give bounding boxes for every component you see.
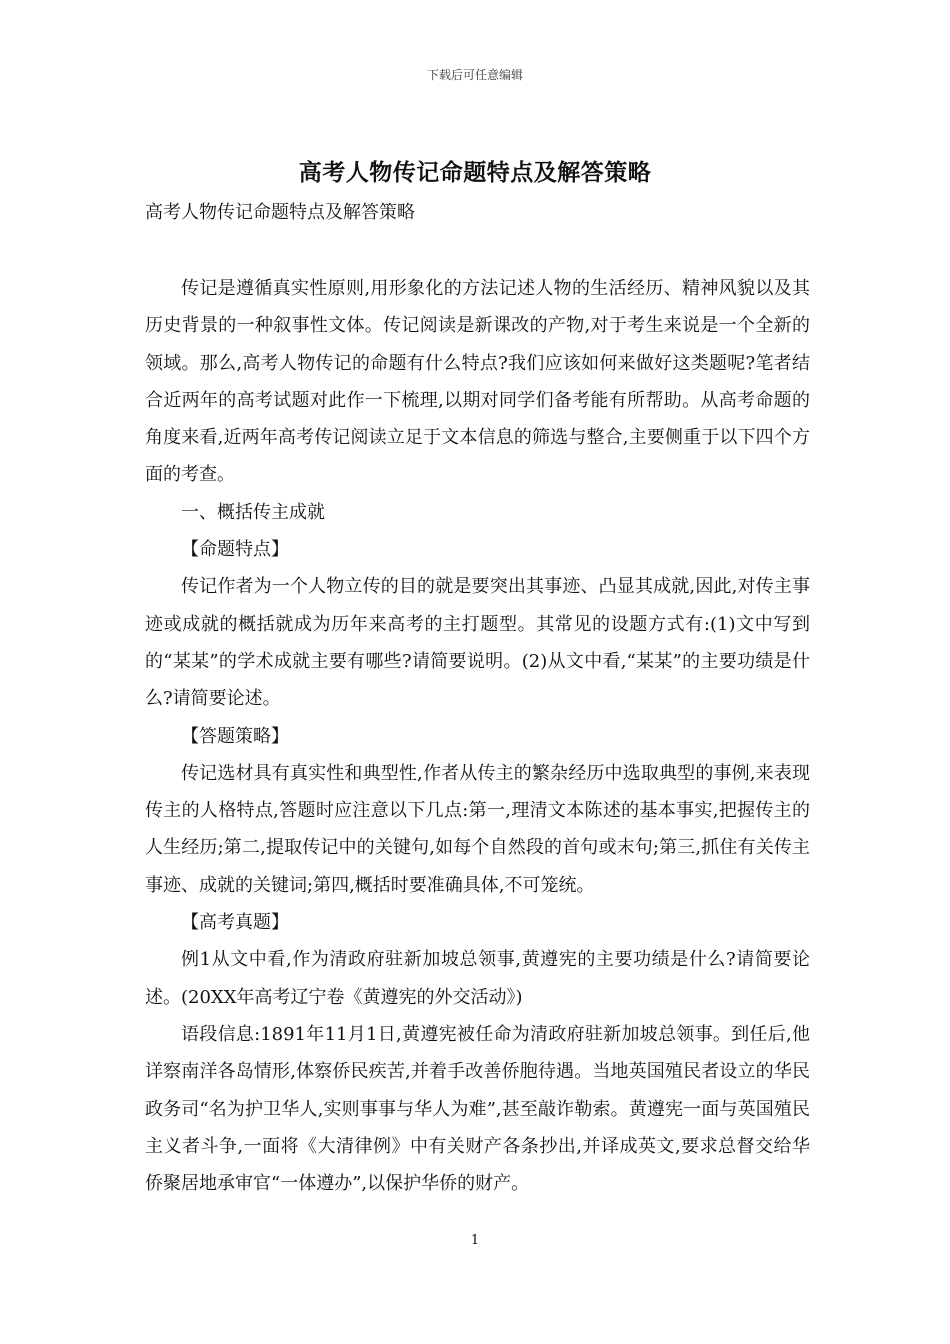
subheading-exam: 【高考真题】 [181,912,289,934]
paragraph-passage: 语段信息:1891年11月1日,黄遵宪被任命为清政府驻新加坡总领事。到任后,他详察南洋各岛情形,体察侨民疾苦,并着手改善侨胞待遇。当地英国殖民者设立的华民政务司“名为护卫华人,实则事事与华人为难”,甚至敲诈勒索。黄遵宪一面与英国殖民主义者斗争,一面将《大清律例》中有关财产各条抄出,并译成英文,要求总督交给华侨聚居地承审官“一体遵办”,以保护华侨的财产。 [145,1023,810,1195]
paragraph-features: 传记作者为一个人物立传的目的就是要突出其事迹、凸显其成就,因此,对传主事迹或成就的概括就成为历年来高考的主打题型。其常见的设题方式有:(1)文中写到的“某某”的学术成就主要有哪些?请简要说明。(2)从文中看,“某某”的主要功绩是什么?请简要论述。 [145,576,810,710]
document-body [145,270,810,1202]
subheading-strategy: 【答题策略】 [181,725,289,747]
section-heading: 一、概括传主成就 [181,501,325,523]
document-subtitle: 高考人物传记命题特点及解答策略 [145,202,415,223]
document-title: 高考人物传记命题特点及解答策略 [298,159,652,186]
page-number: 1 [470,1233,480,1248]
paragraph-strategy: 传记选材具有真实性和典型性,作者从传主的繁杂经历中选取典型的事例,来表现传主的人格特点,答题时应注意以下几点:第一,理清文本陈述的基本事实,把握传主的人生经历;第二,提取传记中的关键句,如每个自然段的首句或末句;第三,抓住有关传主事迹、成就的关键词;第四,概括时要准确具体,不可笼统。 [145,762,810,896]
subheading-features: 【命题特点】 [181,539,289,561]
paragraph-example: 例1从文中看,作为清政府驻新加坡总领事,黄遵宪的主要功绩是什么?请简要论述。(20XX年高考辽宁卷《黄遵宪的外交活动》) [145,949,810,1008]
header-note: 下载后可任意编辑 [426,68,523,82]
paragraph-intro: 传记是遵循真实性原则,用形象化的方法记述人物的生活经历、精神风貌以及其历史背景的一种叙事性文体。传记阅读是新课改的产物,对于考生来说是一个全新的领域。那么,高考人物传记的命题有什么特点?我们应该如何来做好这类题呢?笔者结合近两年的高考试题对此作一下梳理,以期对同学们备考能有所帮助。从高考命题的角度来看,近两年高考传记阅读立足于文本信息的筛选与整合,主要侧重于以下四个方面的考查。 [145,278,810,486]
